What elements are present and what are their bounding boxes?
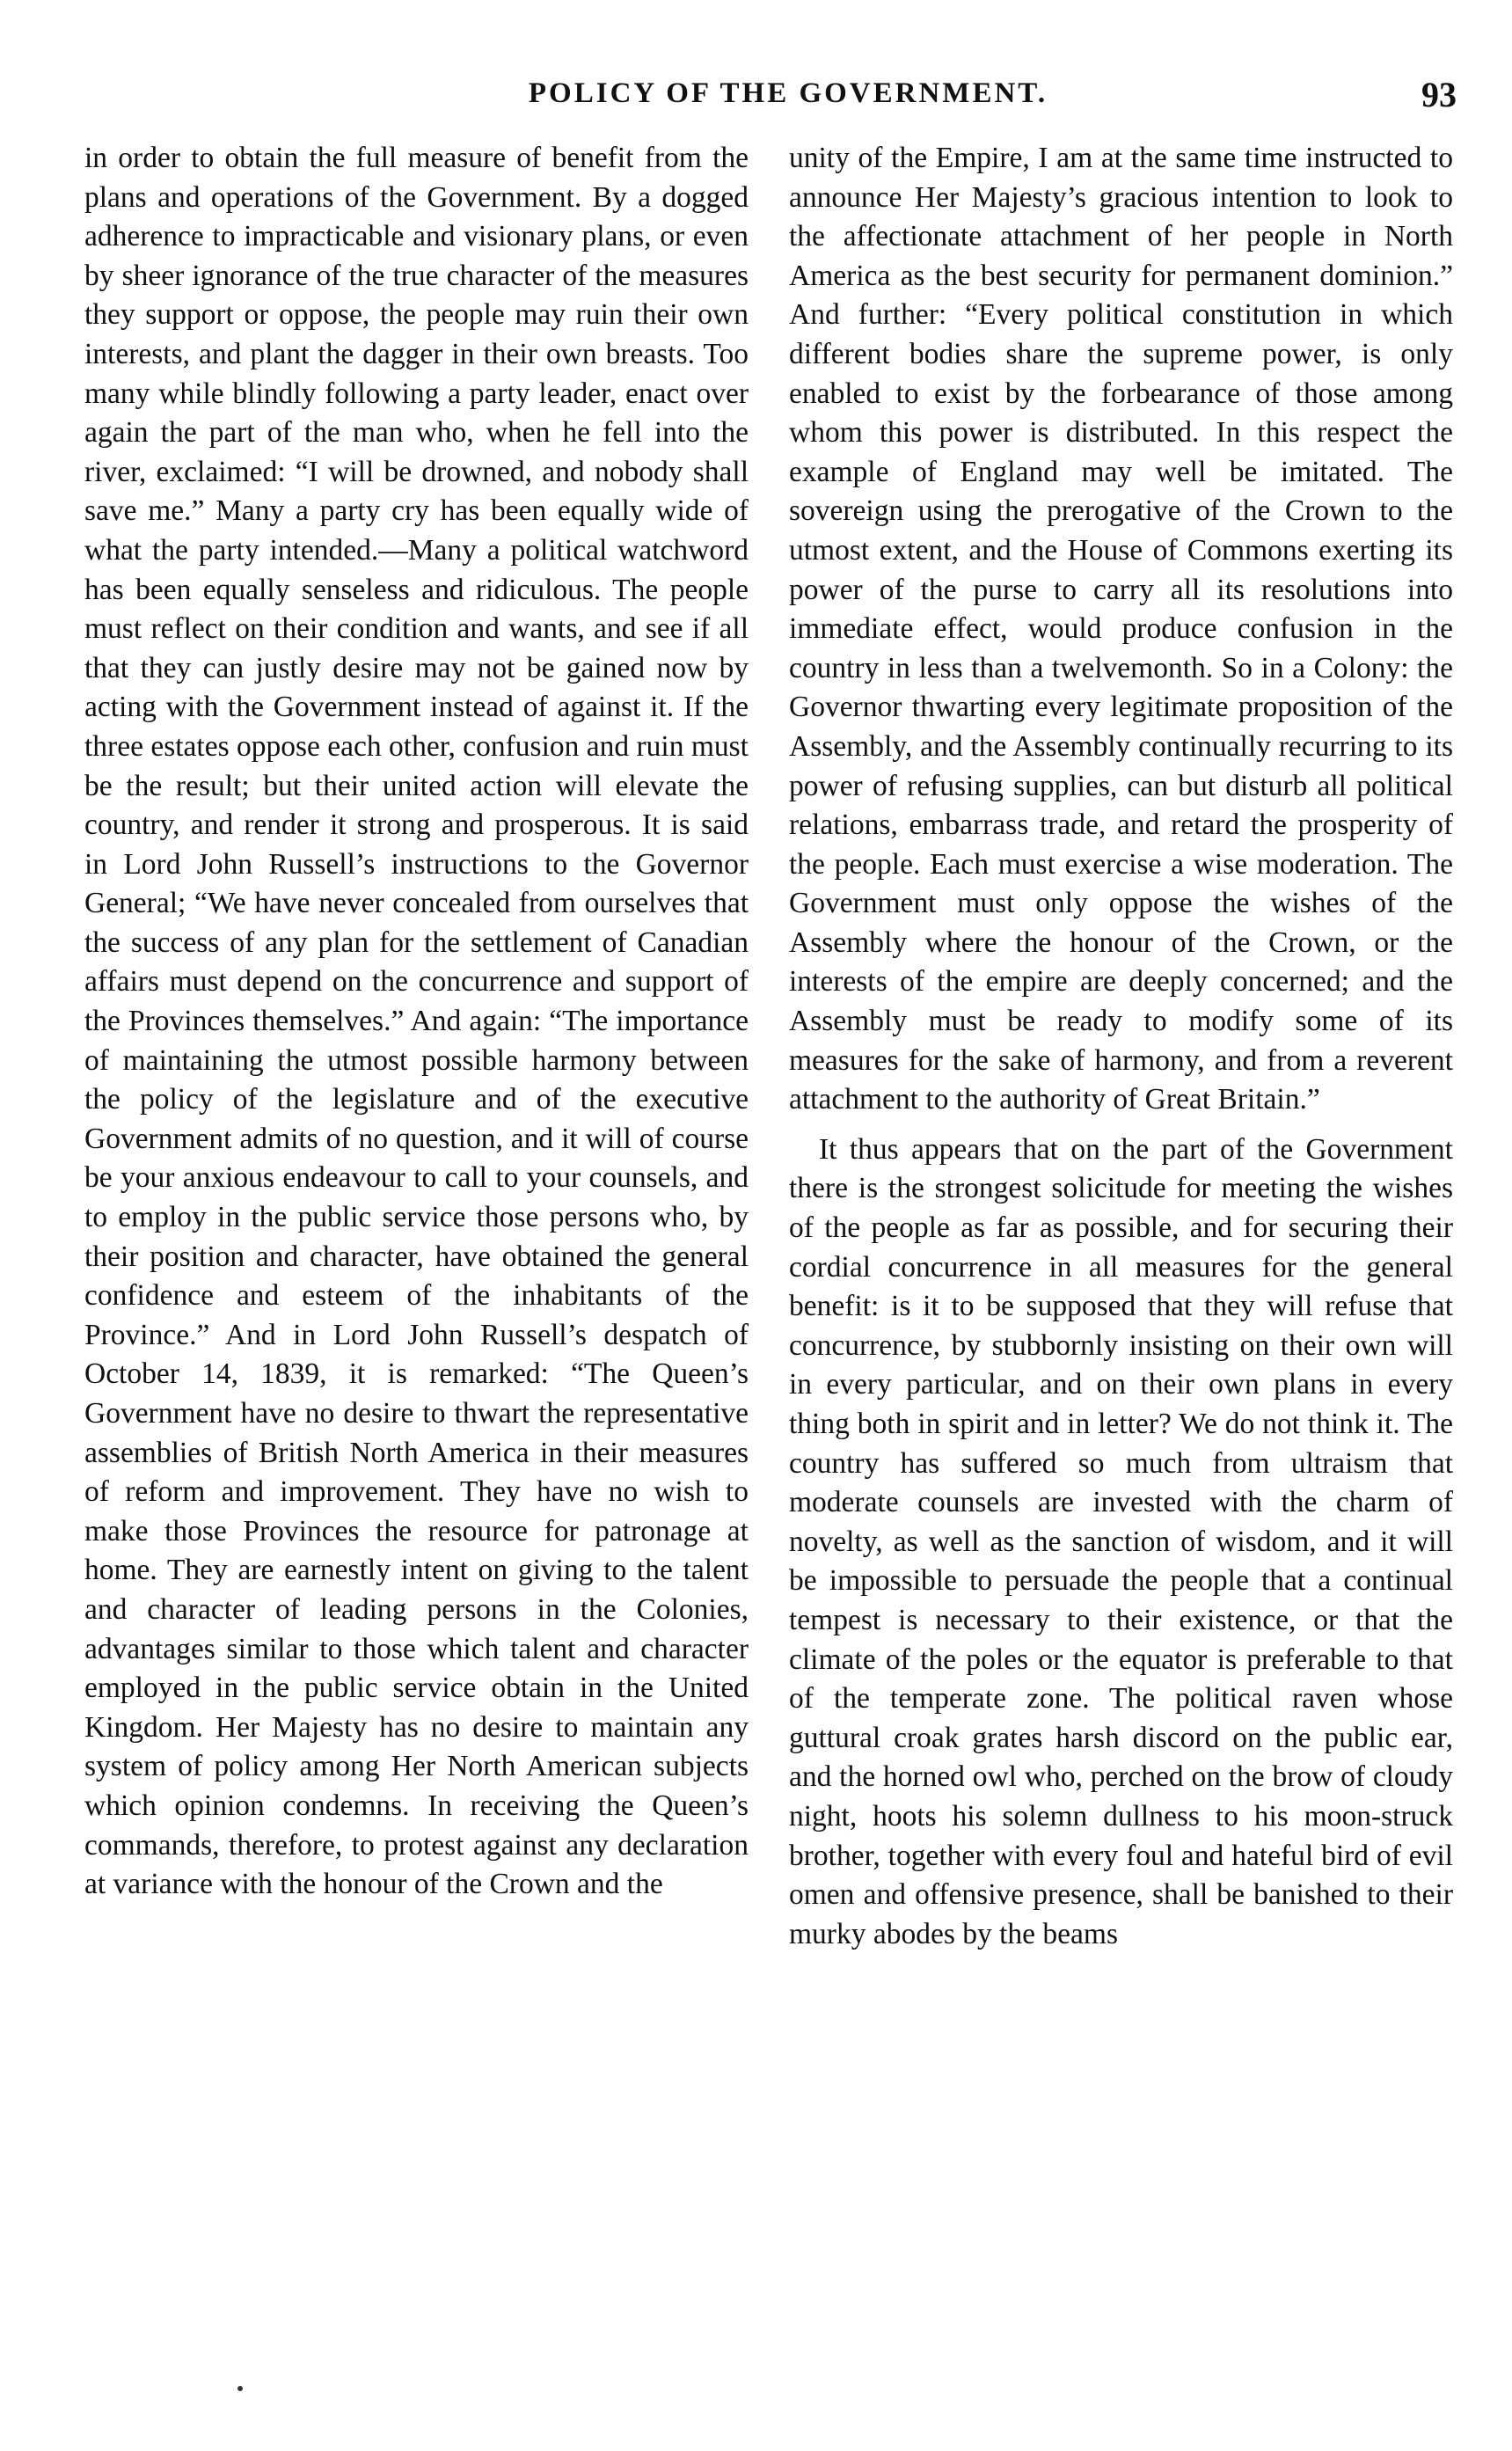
left-column: [84, 139, 749, 2365]
left-column-paragraph-1: in order to obtain the full measure of benefit from the plans and operations of the Government. By a dogged adherence to impracticable and visionary plans, or even by sheer ignorance of the true character of the measures they support or oppose, the people may ruin their own interests, and plant the dagger in their own breasts. Too many while blindly following a party leader, enact over again the part of the man who, when he fell into the river, exclaimed: “I will be drowned, and nobody shall save me.” Many a party cry has been equally wide of what the party intended.—Many a political watchword has been equally senseless and ridiculous. The people must reflect on their condition and wants, and see if all that they can justly desire may not be gained now by acting with the Government instead of against it. If the three estates oppose each other, confusion and ruin must be the result; but their united action will elevate the country, and render it strong and prosperous. It is said in Lord John Russell’s instructions to the Governor General; “We have never concealed from ourselves that the success of any plan for the settlement of Canadian affairs must depend on the concurrence and support of the Provinces themselves.” And again: “The importance of maintaining the utmost possible harmony between the policy of the legislature and of the executive Government admits of no question, and it will of course be your anxious endeavour to call to your counsels, and to employ in the public service those persons who, by their position and character, have obtained the general confidence and esteem of the inhabitants of the Province.” And in Lord John Russell’s despatch of October 14, 1839, it is remarked: “The Queen’s Government have no desire to thwart the representative assemblies of British North America in their measures of reform and improvement. They have no wish to make those Provinces the resource for patronage at home. They are earnestly intent on giving to the talent and character of leading persons in the Colonies, advantages similar to those which talent and character employed in the public service obtain in the United Kingdom. Her Majesty has no desire to maintain any system of policy among Her North American subjects which opinion condemns. In receiving the Queen’s commands, therefore, to protest against any declaration at variance with the honour of the Crown and the: [84, 142, 749, 1901]
right-column-paragraph-1: unity of the Empire, I am at the same time instructed to announce Her Majesty’s gracious intention to look to the affectionate attachment of her people in North America as the best security for permanent dominion.” And further: “Every political constitution in which different bodies share the supreme power, is only enabled to exist by the forbearance of those among whom this power is distributed. In this respect the example of England may well be imitated. The sovereign using the prerogative of the Crown to the utmost extent, and the House of Commons exerting its power of the purse to carry all its resolutions into immediate effect, would produce confusion in the country in less than a twelvemonth. So in a Colony: the Governor thwarting every legitimate proposition of the Assembly, and the Assembly continually recurring to its power of refusing supplies, can but disturb all political relations, embarrass trade, and retard the prosperity of the people. Each must exercise a wise moderation. The Government must only oppose the wishes of the Assembly where the honour of the Crown, or the interests of the empire are deeply concerned; and the Assembly must be ready to modify some of its measures for the sake of harmony, and from a reverent attachment to the authority of Great Britain.”: [789, 142, 1453, 1116]
ink-speck: [237, 2386, 243, 2391]
page-number: 93: [1421, 75, 1457, 114]
running-head: [84, 77, 1457, 130]
running-title: POLICY OF THE GOVERNMENT.: [528, 77, 1048, 109]
right-column: [789, 139, 1453, 2365]
text-columns: [84, 139, 1453, 2365]
right-column-paragraph-2: It thus appears that on the part of the Government there is the strongest solicitude for meeting the wishes of the people as far as possible, and for securing their cordial concurrence in all measures for the general benefit: is it to be supposed that they will refuse that concurrence, by stubbornly insisting on their own will in every particular, and on their own plans in every thing both in spirit and in letter? We do not think it. The country has suffered so much from ultraism that moderate counsels are invested with the charm of novelty, as well as the sanction of wisdom, and it will be impossible to persuade the people that a continual tempest is necessary to their existence, or that the climate of the poles or the equator is preferable to that of the temperate zone. The political raven whose guttural croak grates harsh discord on the public ear, and the horned owl who, perched on the brow of cloudy night, hoots his solemn dullness to his moon-struck brother, together with every foul and hateful bird of evil omen and offensive presence, shall be banished to their murky abodes by the beams: [789, 1132, 1453, 1950]
